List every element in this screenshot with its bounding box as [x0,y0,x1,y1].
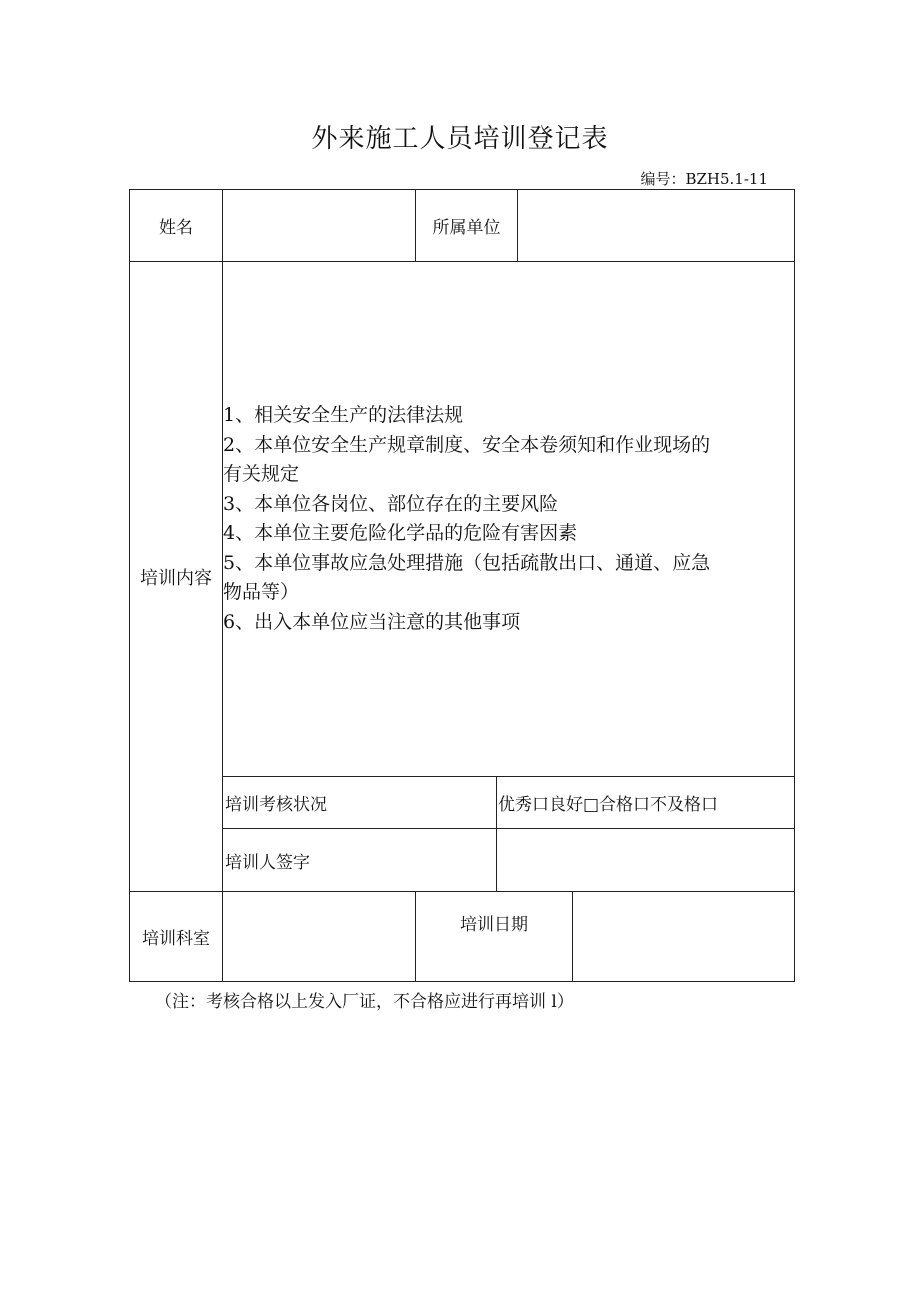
training-date-field[interactable] [573,892,794,981]
table-right-border [794,189,795,982]
training-item: 物品等） [223,581,300,603]
assessment-options[interactable]: 优秀口良好□合格口不及格口 [498,795,719,815]
name-field[interactable] [223,190,415,261]
footer-note: （注：考核合格以上发入厂证，不合格应进行再培训 l） [155,992,574,1012]
row-divider-1 [129,261,795,262]
training-item: 2、本单位安全生产规章制度、安全本卷须知和作业现场的 [223,433,711,456]
form-title: 外来施工人员培训登记表 [311,124,609,154]
registration-table [129,189,795,982]
signature-field[interactable] [497,829,794,891]
department-field[interactable] [223,892,415,981]
name-label: 姓名 [159,218,193,238]
department-label: 培训科室 [142,929,210,949]
unit-field[interactable] [518,190,794,261]
training-date-label: 培训日期 [460,914,528,935]
unit-label: 所属单位 [432,218,501,238]
form-code: 编号：BZH5.1-11 [640,170,768,188]
training-content-label: 培训内容 [140,567,212,589]
signature-label: 培训人签字 [225,852,310,873]
training-item: 5、本单位事故应急处理措施（包括疏散出口、通道、应急 [223,551,711,574]
training-items [223,401,779,637]
table-bottom-border [129,981,795,982]
training-item: 1、相关安全生产的法律法规 [223,404,464,426]
assessment-label: 培训考核状况 [225,795,327,815]
training-item: 6、出入本单位应当注意的其他事项 [223,610,521,633]
training-item: 3、本单位各岗位、部位存在的主要风险 [223,492,559,515]
training-item: 4、本单位主要危险化学品的危险有害因素 [223,522,578,544]
training-item: 有关规定 [223,463,300,485]
